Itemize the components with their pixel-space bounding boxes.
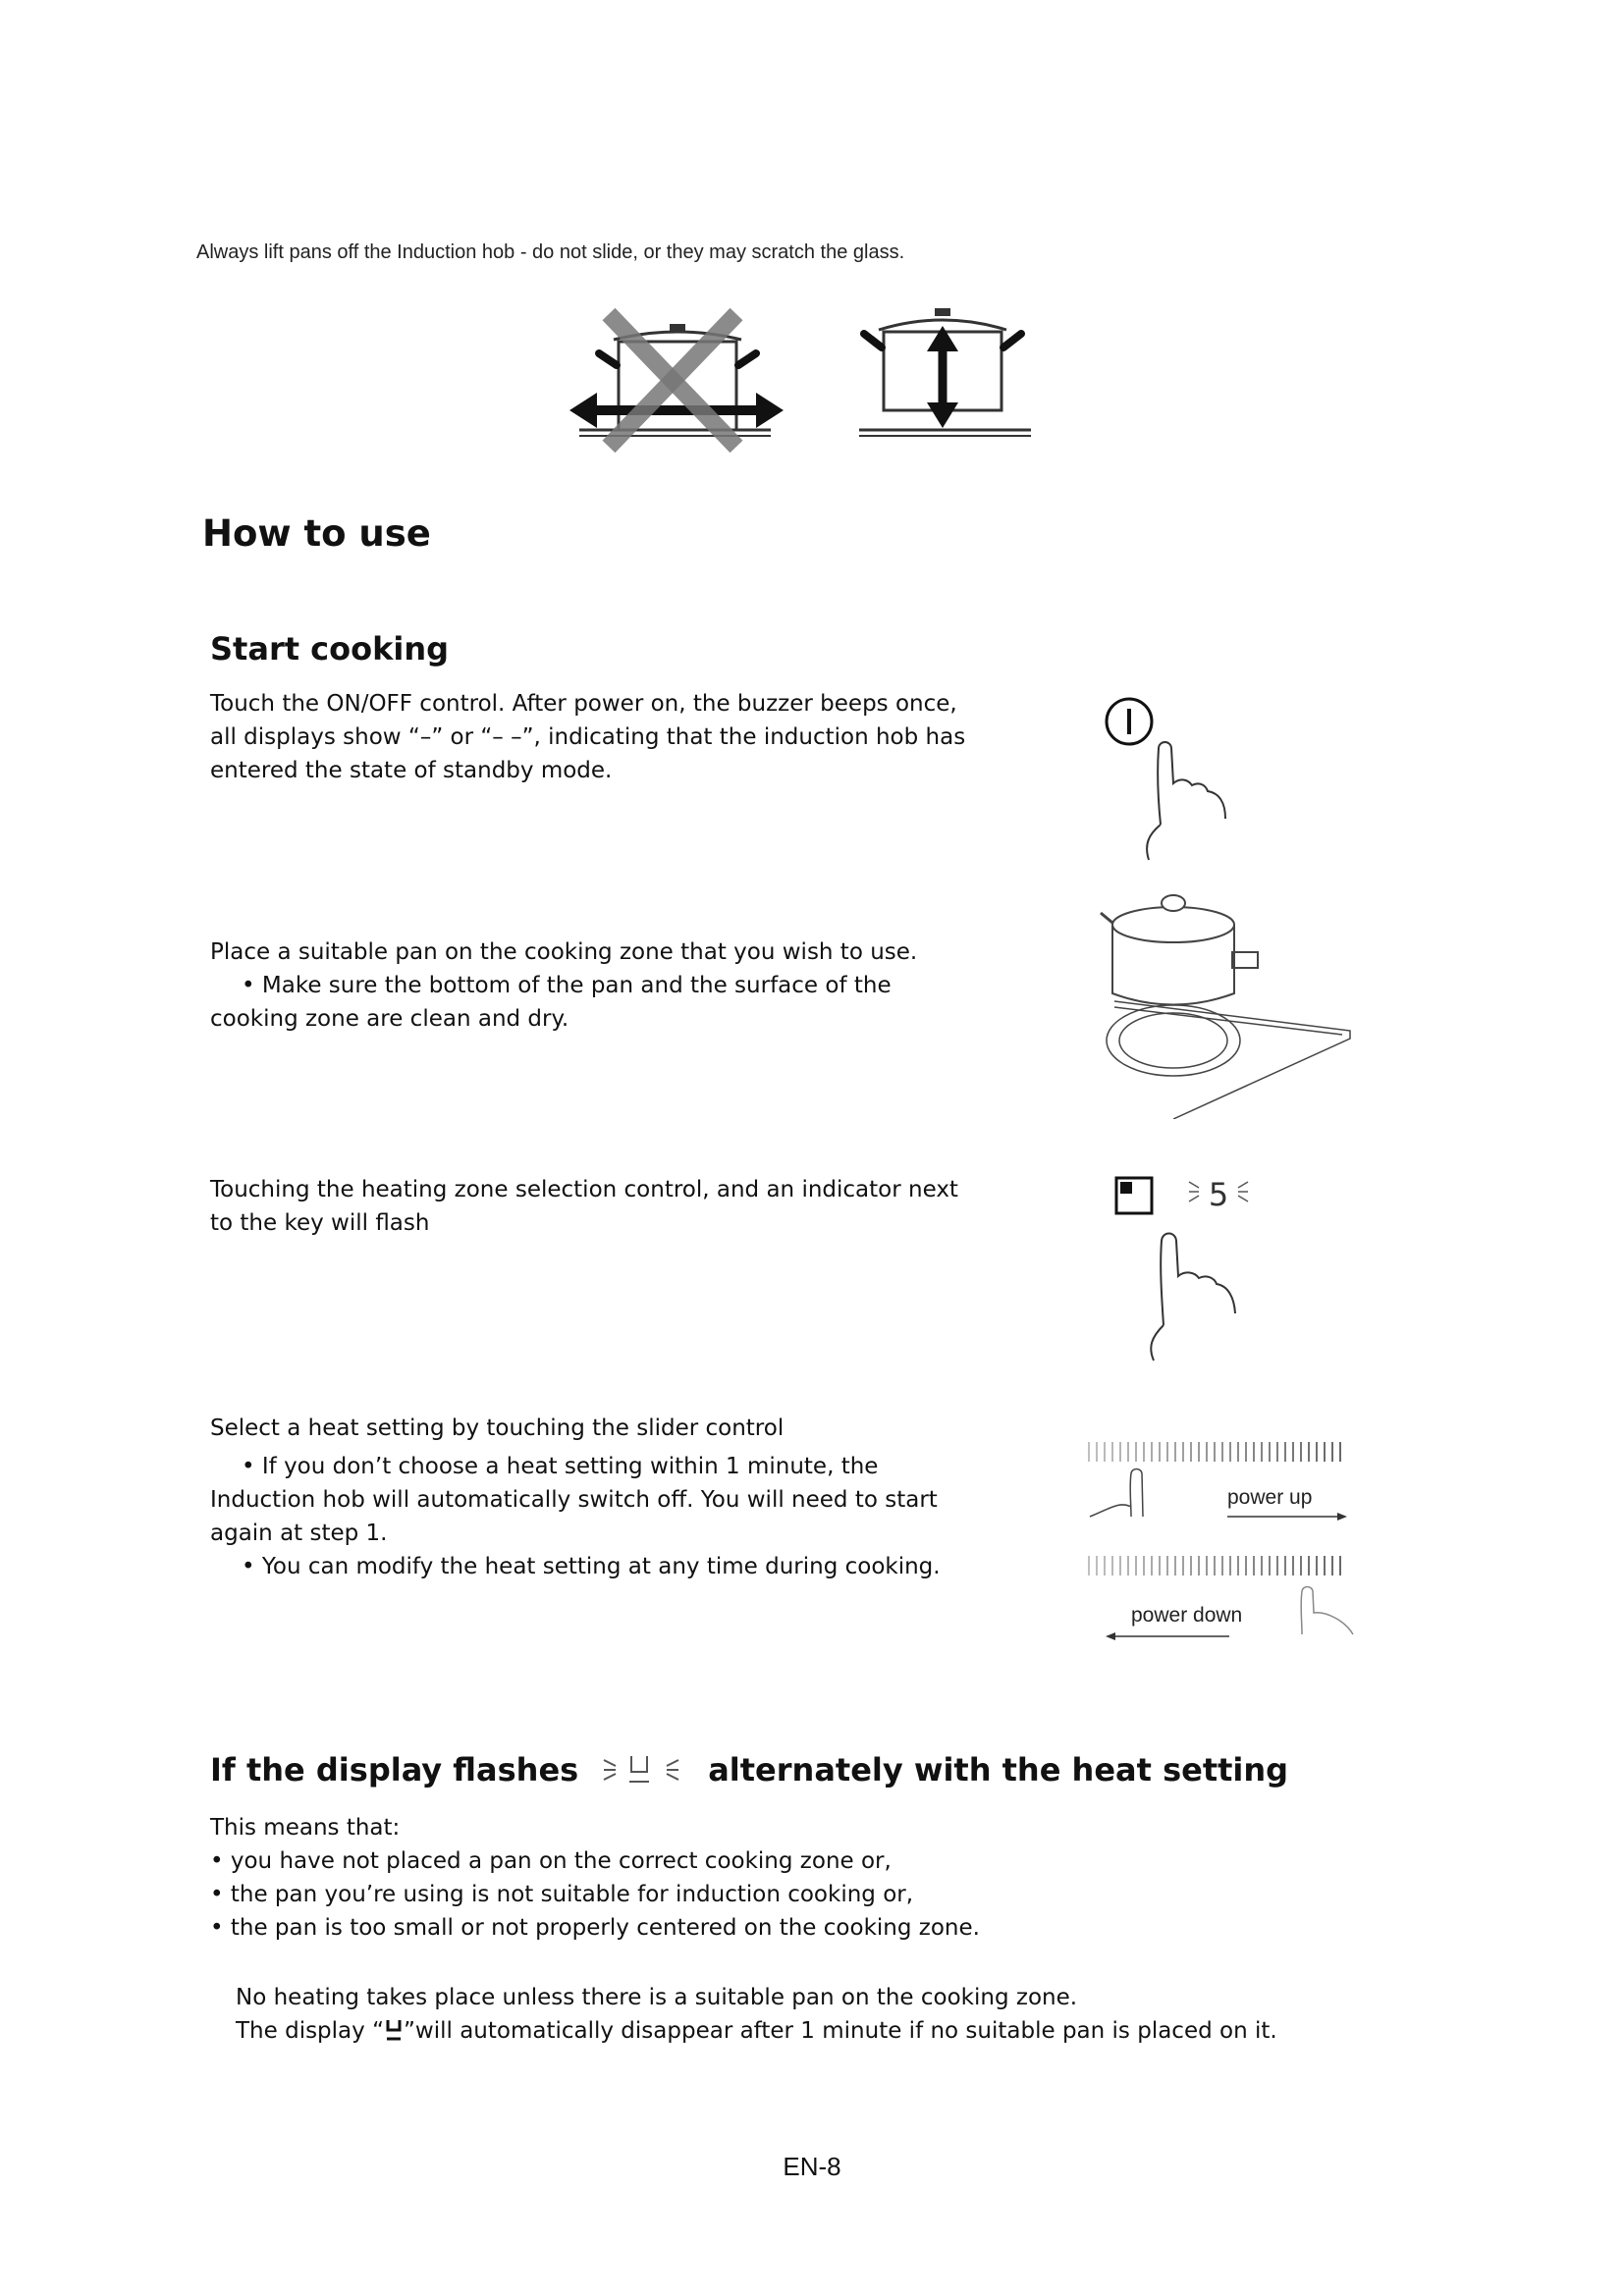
finger-icon bbox=[1151, 1234, 1235, 1362]
step-3-paragraph: Touching the heating zone selection control, and an indicator next to the key will flash bbox=[210, 1177, 958, 1236]
display-flash-notes bbox=[236, 1981, 1277, 2048]
on-off-touch-illustration bbox=[1090, 687, 1267, 864]
display-digit: 5 bbox=[1208, 1176, 1229, 1213]
step-4-bullet-2: • You can modify the heat setting at any time during cooking. bbox=[242, 1554, 941, 1579]
power-up-slider bbox=[1084, 1442, 1347, 1521]
start-cooking-title: Start cooking bbox=[210, 630, 450, 667]
list-item: • you have not placed a pan on the correct cooking zone or, bbox=[210, 1848, 892, 1874]
finger-icon bbox=[1090, 1469, 1143, 1518]
warning-text: Always lift pans off the Induction hob - do not slide, or they may scratch the glass. bbox=[196, 241, 905, 263]
power-down-slider bbox=[1084, 1556, 1353, 1640]
step-3-text bbox=[210, 1173, 966, 1240]
step-2-paragraph: Place a suitable pan on the cooking zone that you wish to use. bbox=[210, 939, 918, 965]
lift-pan-icon bbox=[859, 308, 1031, 436]
display-flash-title-after: alternately with the heat setting bbox=[708, 1751, 1289, 1789]
step-4-text bbox=[210, 1412, 966, 1583]
pan-on-zone-illustration bbox=[1095, 883, 1370, 1119]
page-number: EN-8 bbox=[783, 2152, 841, 2181]
no-pan-small-icon bbox=[384, 2016, 404, 2042]
step-2-bullet: • Make sure the bottom of the pan and the surface of the cooking zone are clean and dry. bbox=[210, 973, 892, 1032]
list-item: • the pan is too small or not properly centered on the cooking zone. bbox=[210, 1915, 980, 1941]
finger-icon bbox=[1301, 1587, 1353, 1635]
display-flash-title bbox=[210, 1749, 1288, 1789]
display-flash-intro: This means that: bbox=[210, 1815, 401, 1841]
display-flash-list bbox=[210, 1811, 980, 1945]
section-title: How to use bbox=[202, 512, 431, 555]
zone-select-illustration bbox=[1105, 1168, 1291, 1364]
finger-icon bbox=[1147, 742, 1225, 860]
no-pan-symbol-icon bbox=[592, 1750, 690, 1789]
power-down-label: power down bbox=[1131, 1604, 1243, 1627]
step-1-paragraph: Touch the ON/OFF control. After power on, the buzzer beeps once, all displays show “–” or “– –”, indicating that the induction hob has entered the state of standby mode. bbox=[210, 691, 966, 783]
slider-control-illustration bbox=[1080, 1438, 1365, 1654]
step-1-text bbox=[210, 687, 966, 787]
step-4-paragraph: Select a heat setting by touching the slider control bbox=[210, 1415, 785, 1441]
note-2-before: The display “ bbox=[236, 2018, 384, 2044]
pan-slide-lift-illustration bbox=[560, 294, 1051, 461]
list-item: • the pan you’re using is not suitable for induction cooking or, bbox=[210, 1882, 914, 1907]
note-1: No heating takes place unless there is a suitable pan on the cooking zone. bbox=[236, 1985, 1078, 2010]
step-4-bullet-1: • If you don’t choose a heat setting within 1 minute, the Induction hob will automatically switch off. You will need to start again at step 1. bbox=[210, 1454, 938, 1546]
note-2 bbox=[236, 2014, 1277, 2048]
note-2-after: ”will automatically disappear after 1 minute if no suitable pan is placed on it. bbox=[403, 2018, 1277, 2044]
display-flash-title-before: If the display flashes bbox=[210, 1751, 579, 1789]
power-up-label: power up bbox=[1227, 1486, 1313, 1509]
slide-pan-crossed-icon bbox=[569, 314, 784, 447]
step-2-text bbox=[210, 935, 966, 1036]
